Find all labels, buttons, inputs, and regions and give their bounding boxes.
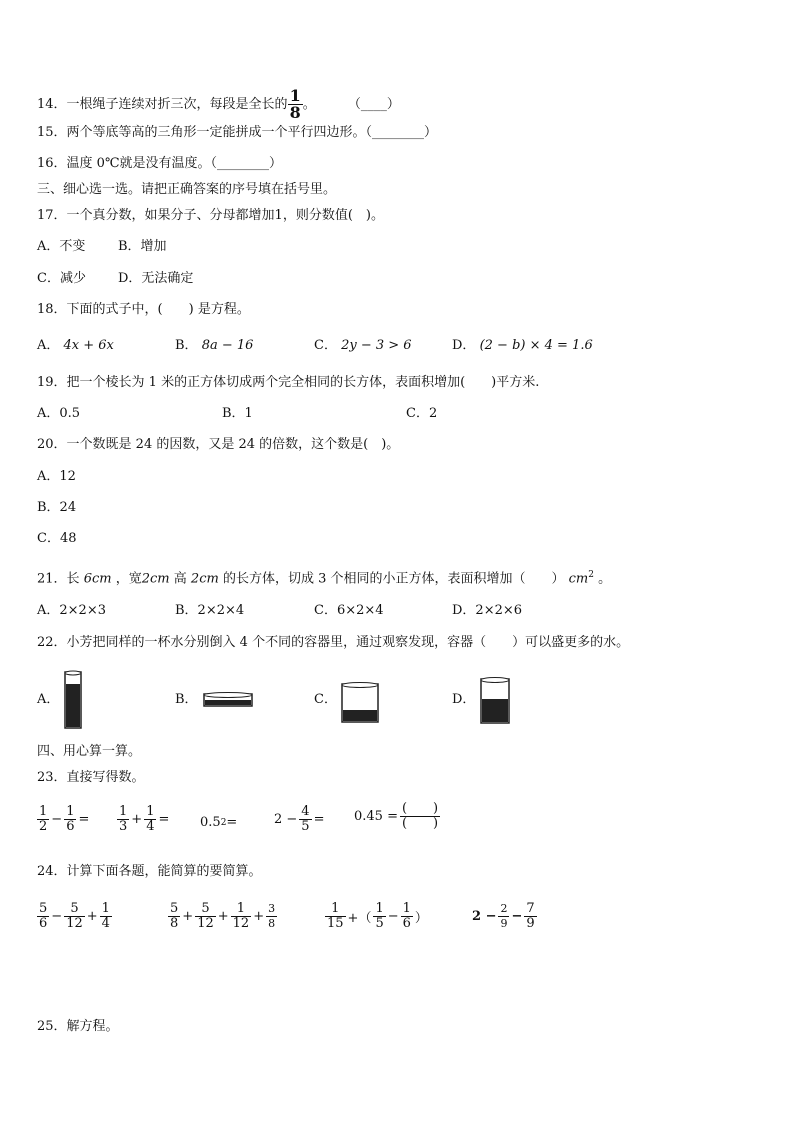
q14-fraction: $\frac{1}{8}$ [289, 86, 301, 122]
q17-option-d[interactable]: D．无法确定 [118, 271, 194, 286]
q17-option-a[interactable]: A．不变 [37, 239, 86, 254]
q16-text: 温度 0℃就是没有温度。（________） [66, 156, 282, 171]
q21-option-b[interactable]: B．2×2×4 [175, 603, 245, 618]
q18-option-b[interactable]: B． 8a − 16 [175, 338, 254, 353]
q22-option-d[interactable]: D． [452, 692, 476, 707]
shallow-wide-dish-icon [202, 690, 254, 710]
q21-option-d[interactable]: D．2×2×6 [452, 603, 523, 618]
question-20: 20．一个数既是 24 的因数，又是 24 的倍数，这个数是( )。 [37, 437, 400, 452]
q20-option-b[interactable]: B．24 [37, 500, 77, 515]
q19-option-b[interactable]: B．1 [222, 406, 253, 421]
question-16 [37, 156, 282, 172]
q17-option-b[interactable]: B．增加 [118, 239, 167, 254]
q19-option-a[interactable]: A．0.5 [37, 406, 81, 421]
question-25: 25．解方程。 [37, 1019, 119, 1034]
q23-answer-denominator[interactable]: ( ) [401, 816, 439, 831]
q14-number: 14． [37, 97, 67, 112]
q19-option-c[interactable]: C．2 [406, 406, 438, 421]
q17-option-c[interactable]: C．减少 [37, 271, 86, 286]
q23-expr-4: 2 − $\frac{4}{5}$ = [274, 804, 325, 834]
q14-answer-blank[interactable]: （____） [347, 97, 400, 112]
q20-option-c[interactable]: C．48 [37, 531, 77, 546]
question-14: 14．一根绳子连续对折三次，每段是全长的 $\frac{1}{8}$ 。 （____） [37, 86, 400, 122]
q22-option-a[interactable]: A． [37, 692, 60, 707]
question-23: 23．直接写得数。 [37, 770, 145, 785]
question-19: 19．把一个棱长为 1 米的正方体切成两个完全相同的长方体，表面积增加( )平方米. [37, 375, 540, 390]
question-18: 18．下面的式子中，( ) 是方程。 [37, 302, 250, 317]
q18-option-c[interactable]: C． 2y − 3 > 6 [314, 338, 412, 353]
q23-answer-numerator[interactable]: ( ) [401, 801, 439, 816]
q16-number: 16． [37, 156, 67, 171]
question-17: 17．一个真分数，如果分子、分母都增加1，则分数值( )。 [37, 208, 384, 223]
q23-expr-3: 0.5 2 = [200, 815, 238, 830]
question-22: 22．小芳把同样的一杯水分别倒入 4 个不同的容器里，通过观察发现，容器（ ）可以盛更多的水。 [37, 635, 630, 650]
q23-expr-2: $\frac{1}{3}$ + $\frac{1}{4}$ = [119, 804, 170, 834]
medium-cup-icon [478, 675, 512, 725]
q20-option-a[interactable]: A．12 [37, 469, 76, 484]
q14-text: 一根绳子连续对折三次，每段是全长的 [66, 97, 288, 112]
q24-expr-3: $\frac{1}{15}$ +（ $\frac{1}{5}$ − $\frac{1}{6}$ ） [327, 901, 428, 931]
section-4-heading: 四、用心算一算。 [37, 744, 142, 759]
tall-narrow-cup-icon [62, 670, 84, 730]
q22-option-c[interactable]: C． [314, 692, 337, 707]
q21-option-c[interactable]: C．6×2×4 [314, 603, 384, 618]
q24-expr-2: $\frac{5}{8}$ + $\frac{5}{12}$ + $\frac{1}{12}$ + $\frac{3}{8}$ [170, 901, 276, 931]
q23-expr-5: 0.45 = $\frac{( )}{( )}$ [354, 801, 439, 831]
q18-option-a-math: 4x + 6x [63, 338, 114, 353]
q15-number: 15． [37, 125, 67, 140]
q15-text: 两个等底等高的三角形一定能拼成一个平行四边形。（________） [66, 125, 438, 140]
question-21: 21．长 6cm ，宽2cm 高 2cm 的长方体，切成 3 个相同的小正方体，表面积增加（ ） $cm^2$ 。 [37, 570, 612, 587]
question-15 [37, 125, 437, 141]
q22-option-b[interactable]: B． [175, 692, 198, 707]
q23-expr-1: $\frac{1}{2}$ − $\frac{1}{6}$ = [39, 804, 90, 834]
q24-expr-4: 2 − $\frac{2}{9}$ − $\frac{7}{9}$ [472, 901, 535, 931]
wide-cup-icon [339, 680, 381, 724]
q18-option-c-math: 2y − 3 > 6 [341, 338, 412, 353]
q18-option-d[interactable]: D． (2 − b) × 4 = 1.6 [452, 338, 593, 353]
q18-option-a[interactable]: A． 4x + 6x [37, 338, 114, 353]
q18-option-d-math: (2 − b) × 4 = 1.6 [479, 338, 593, 353]
q24-expr-1: $\frac{5}{6}$ − $\frac{5}{12}$ + $\frac{1}{4}$ [39, 901, 110, 931]
q18-option-b-math: 8a − 16 [201, 338, 254, 353]
section-3-heading: 三、细心选一选。请把正确答案的序号填在括号里。 [37, 182, 337, 197]
question-24: 24．计算下面各题，能简算的要简算。 [37, 864, 262, 879]
q21-option-a[interactable]: A．2×2×3 [37, 603, 106, 618]
